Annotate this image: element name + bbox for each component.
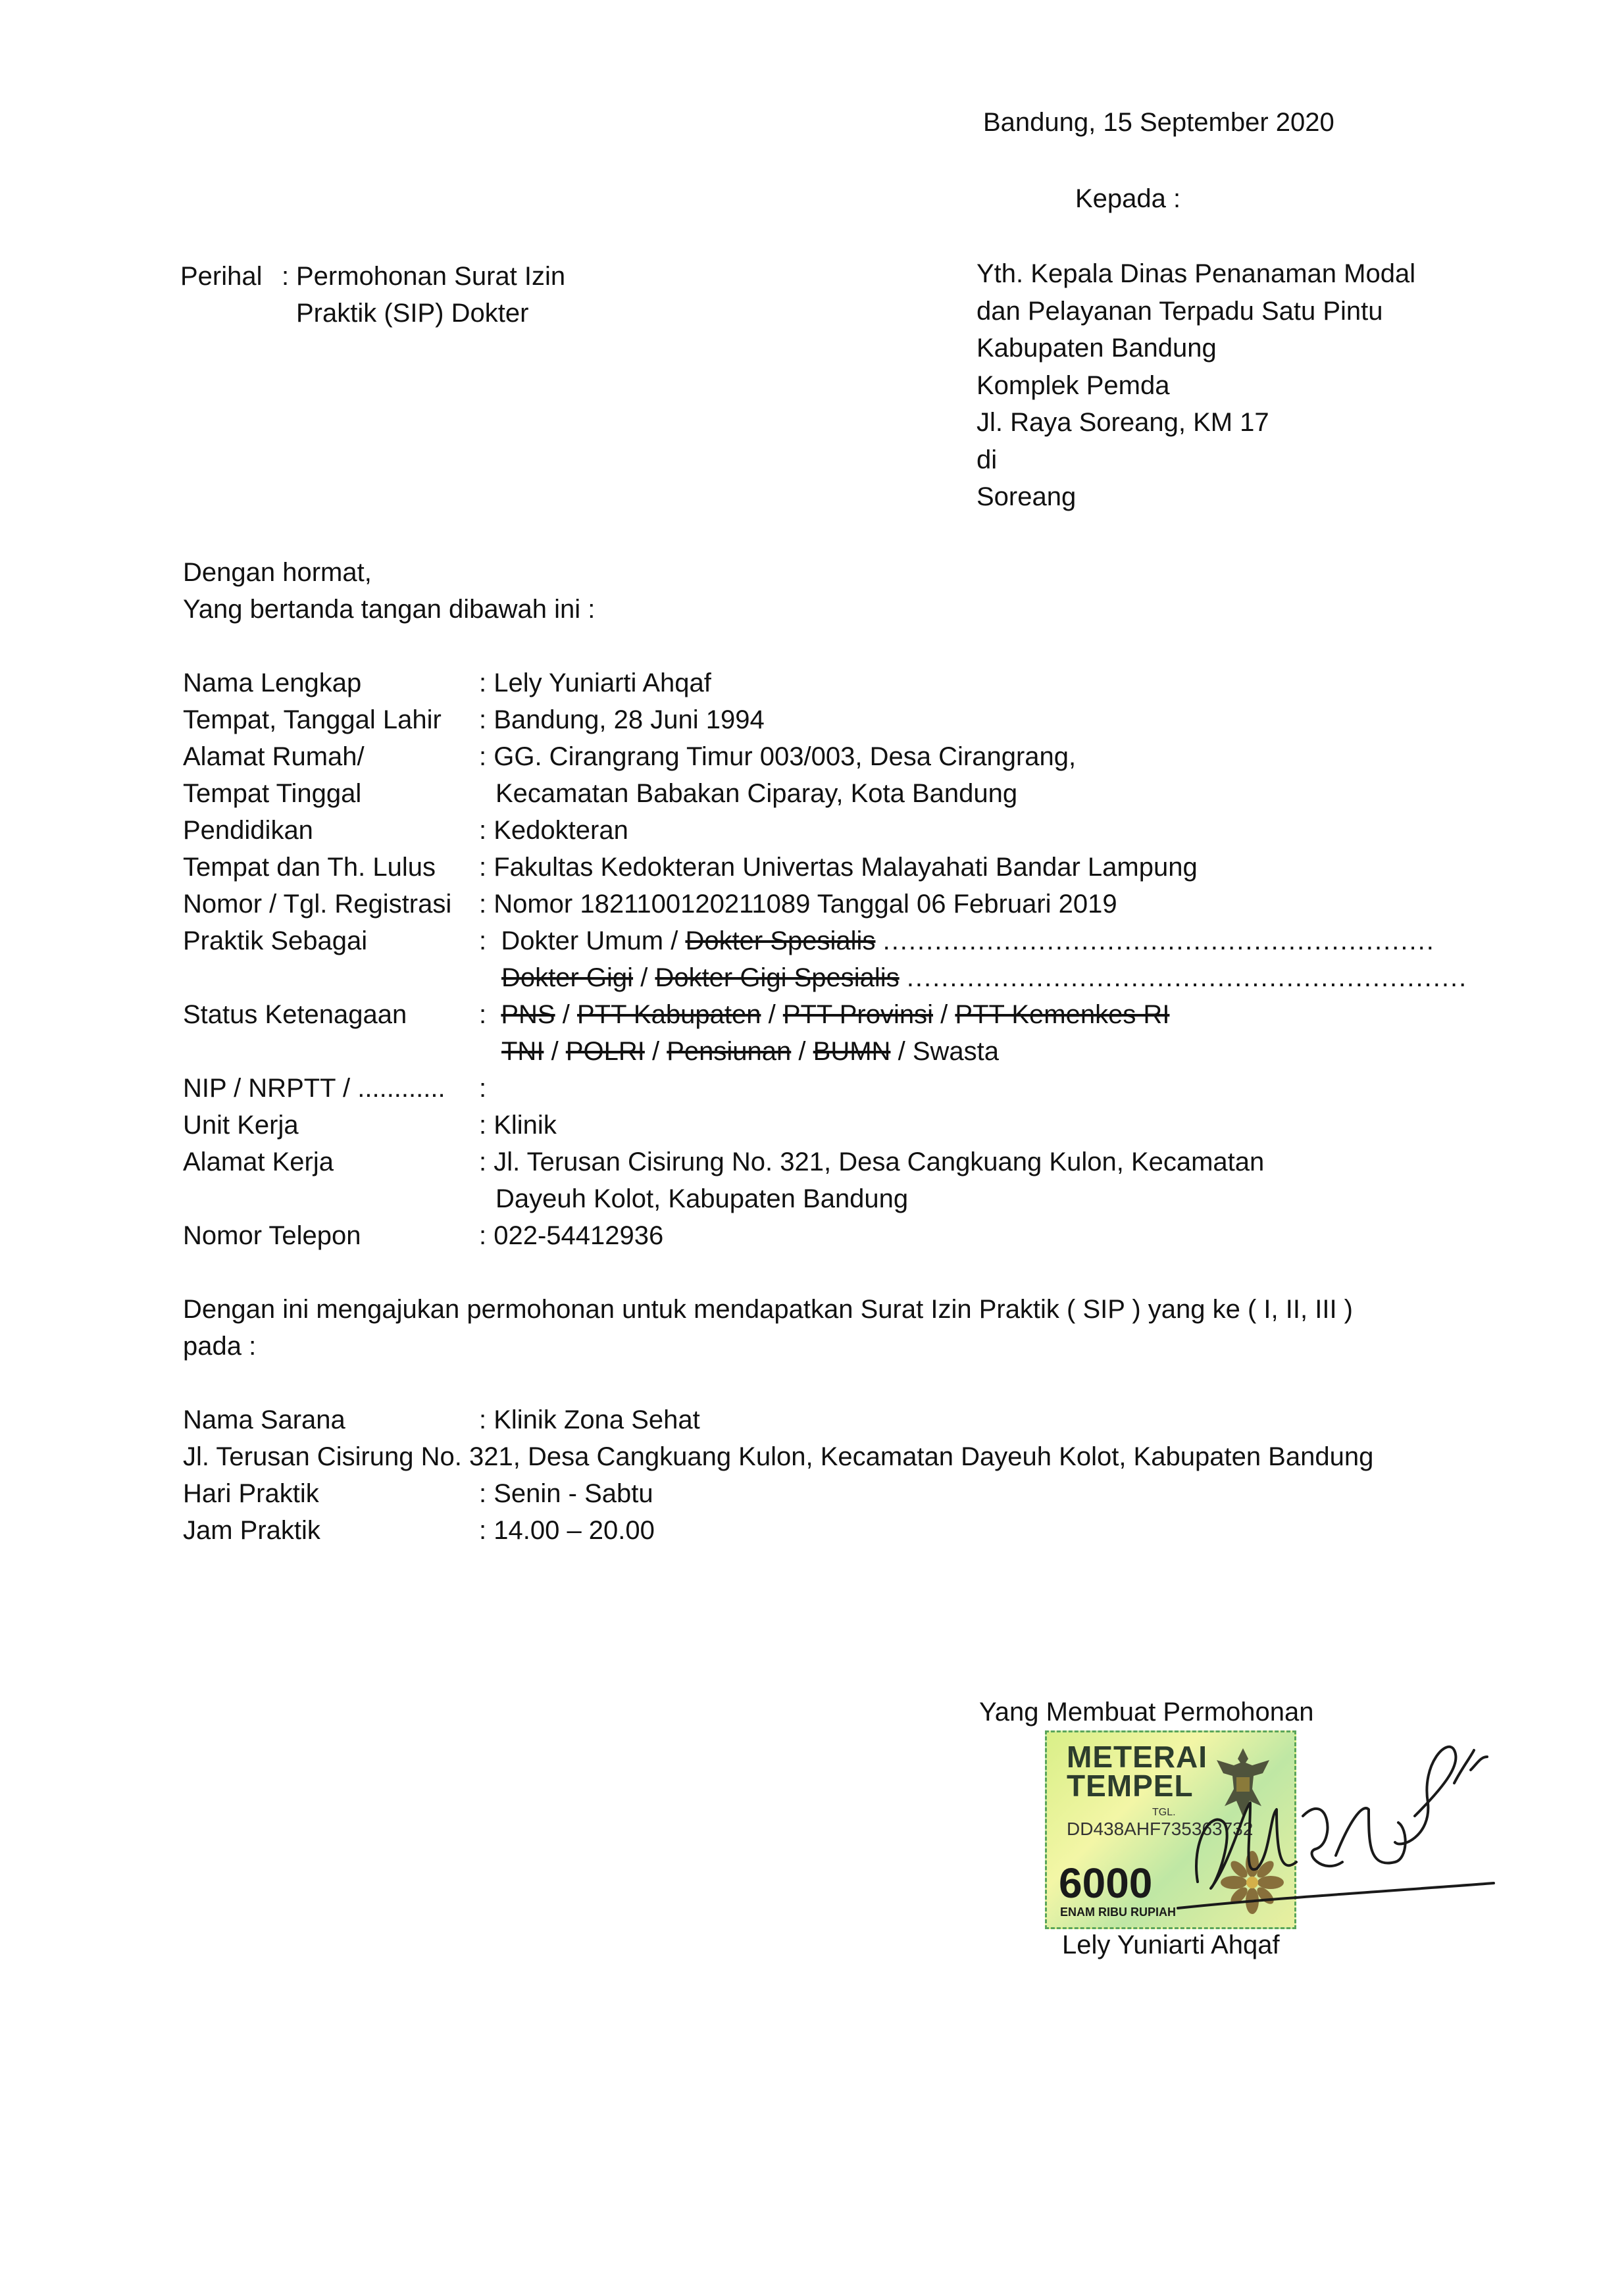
- field-sep: :: [479, 926, 487, 955]
- perihal-label: Perihal: [180, 262, 263, 291]
- field-value: : Senin - Sabtu: [479, 1479, 653, 1508]
- field-value: [479, 996, 1169, 1033]
- stamp-text: TEMPEL: [1067, 1769, 1194, 1803]
- slash: /: [671, 926, 678, 955]
- field-label: Praktik Sebagai: [183, 926, 368, 955]
- field-label: Nama Lengkap: [183, 668, 362, 697]
- slash: /: [640, 963, 648, 992]
- field-value: :: [479, 1074, 487, 1103]
- field-label: Jam Praktik: [183, 1516, 320, 1545]
- field-value: : Kedokteran: [479, 816, 628, 845]
- option-swasta: Swasta: [912, 1037, 999, 1066]
- option-ptt-kabupaten: PTT Kabupaten: [576, 1000, 761, 1029]
- recipient-line: Soreang: [977, 482, 1077, 511]
- recipient-line: dan Pelayanan Terpadu Satu Pintu: [977, 296, 1383, 326]
- perihal-line1: Permohonan Surat Izin: [296, 262, 566, 291]
- field-label: Alamat Rumah/: [183, 742, 365, 771]
- greeting: Dengan hormat,: [183, 558, 372, 587]
- request-line: Dengan ini mengajukan permohonan untuk mendapatkan Surat Izin Praktik ( SIP ) yang ke ( I, II, III ): [183, 1295, 1353, 1324]
- field-label: Pendidikan: [183, 816, 313, 845]
- field-value: : Nomor 1821100120211089 Tanggal 06 Februari 2019: [479, 890, 1117, 919]
- field-label: Nomor Telepon: [183, 1221, 361, 1250]
- slash: /: [798, 1037, 806, 1066]
- kepada-label: Kepada :: [1075, 184, 1181, 213]
- field-value: [479, 922, 1435, 959]
- slash: /: [940, 1000, 948, 1029]
- option-ptt-provinsi: PTT Provinsi: [782, 1000, 934, 1029]
- field-label: Hari Praktik: [183, 1479, 319, 1508]
- place-date: Bandung, 15 September 2020: [983, 108, 1334, 137]
- field-label: Status Ketenagaan: [183, 1000, 407, 1029]
- field-value: : 14.00 – 20.00: [479, 1516, 655, 1545]
- stamp-text: METERAI: [1067, 1740, 1207, 1774]
- field-value: [501, 1033, 999, 1070]
- field-value: : GG. Cirangrang Timur 003/003, Desa Cirangrang,: [479, 742, 1077, 771]
- field-sep: :: [479, 1000, 487, 1029]
- slash: /: [562, 1000, 570, 1029]
- stamp-serial: DD438AHF735363732: [1067, 1819, 1254, 1839]
- intro-line: Yang bertanda tangan dibawah ini :: [183, 595, 596, 624]
- recipient-line: Yth. Kepala Dinas Penanaman Modal: [977, 259, 1416, 288]
- request-line: pada :: [183, 1332, 257, 1361]
- field-value: : 022-54412936: [479, 1221, 664, 1250]
- field-value: Dayeuh Kolot, Kabupaten Bandung: [495, 1184, 909, 1213]
- recipient-line: di: [977, 445, 998, 474]
- option-pns: PNS: [501, 1000, 555, 1029]
- field-value: : Fakultas Kedokteran Univertas Malayahati Bandar Lampung: [479, 853, 1198, 882]
- sarana-alamat: Jl. Terusan Cisirung No. 321, Desa Cangkuang Kulon, Kecamatan Dayeuh Kolot, Kabupaten Bandung: [183, 1442, 1374, 1471]
- slash: /: [551, 1037, 559, 1066]
- dotted-leader: ................................................................: [882, 926, 1435, 955]
- field-label: NIP / NRPTT / ............: [183, 1074, 445, 1103]
- field-value: : Lely Yuniarti Ahqaf: [479, 668, 711, 697]
- option-pensiunan: Pensiunan: [667, 1037, 792, 1066]
- slash: /: [651, 1037, 660, 1066]
- signature-scribble: [1171, 1711, 1500, 1921]
- recipient-line: Komplek Pemda: [977, 370, 1170, 400]
- field-label: Nomor / Tgl. Registrasi: [183, 890, 452, 919]
- field-value: [501, 959, 1467, 996]
- option-dokter-gigi-spesialis: Dokter Gigi Spesialis: [655, 963, 900, 992]
- stamp-text: TGL.: [1152, 1807, 1176, 1818]
- closing-title: Yang Membuat Permohonan: [979, 1698, 1314, 1727]
- field-label: Nama Sarana: [183, 1405, 345, 1434]
- perihal-sep: :: [282, 262, 290, 291]
- recipient-line: Jl. Raya Soreang, KM 17: [977, 408, 1269, 437]
- option-dokter-spesialis: Dokter Spesialis: [685, 926, 876, 955]
- stamp-nominal: 6000: [1059, 1859, 1153, 1907]
- perihal-line2: Praktik (SIP) Dokter: [296, 299, 529, 328]
- field-value: : Bandung, 28 Juni 1994: [479, 705, 765, 734]
- recipient-line: Kabupaten Bandung: [977, 334, 1217, 363]
- option-dokter-gigi: Dokter Gigi: [501, 963, 634, 992]
- field-value: : Klinik: [479, 1111, 557, 1140]
- option-ptt-kemenkes: PTT Kemenkes RI: [955, 1000, 1170, 1029]
- slash: /: [898, 1037, 905, 1066]
- field-label: Tempat, Tanggal Lahir: [183, 705, 442, 734]
- field-label: Unit Kerja: [183, 1111, 299, 1140]
- field-value: : Klinik Zona Sehat: [479, 1405, 700, 1434]
- stamp-nominal-text: ENAM RIBU RUPIAH: [1060, 1905, 1177, 1919]
- field-label: Tempat Tinggal: [183, 779, 362, 808]
- recipient-block: [977, 255, 1415, 516]
- field-value: Kecamatan Babakan Ciparay, Kota Bandung: [495, 779, 1018, 808]
- signatory-name: Lely Yuniarti Ahqaf: [1062, 1930, 1280, 1959]
- dotted-leader: .................................................................: [906, 963, 1468, 992]
- field-label: Tempat dan Th. Lulus: [183, 853, 436, 882]
- option-bumn: BUMN: [813, 1037, 891, 1066]
- slash: /: [768, 1000, 776, 1029]
- option-polri: POLRI: [565, 1037, 645, 1066]
- option-tni: TNI: [501, 1037, 544, 1066]
- field-value: : Jl. Terusan Cisirung No. 321, Desa Cangkuang Kulon, Kecamatan: [479, 1148, 1265, 1176]
- field-label: Alamat Kerja: [183, 1148, 334, 1176]
- option-dokter-umum: Dokter Umum: [501, 926, 664, 955]
